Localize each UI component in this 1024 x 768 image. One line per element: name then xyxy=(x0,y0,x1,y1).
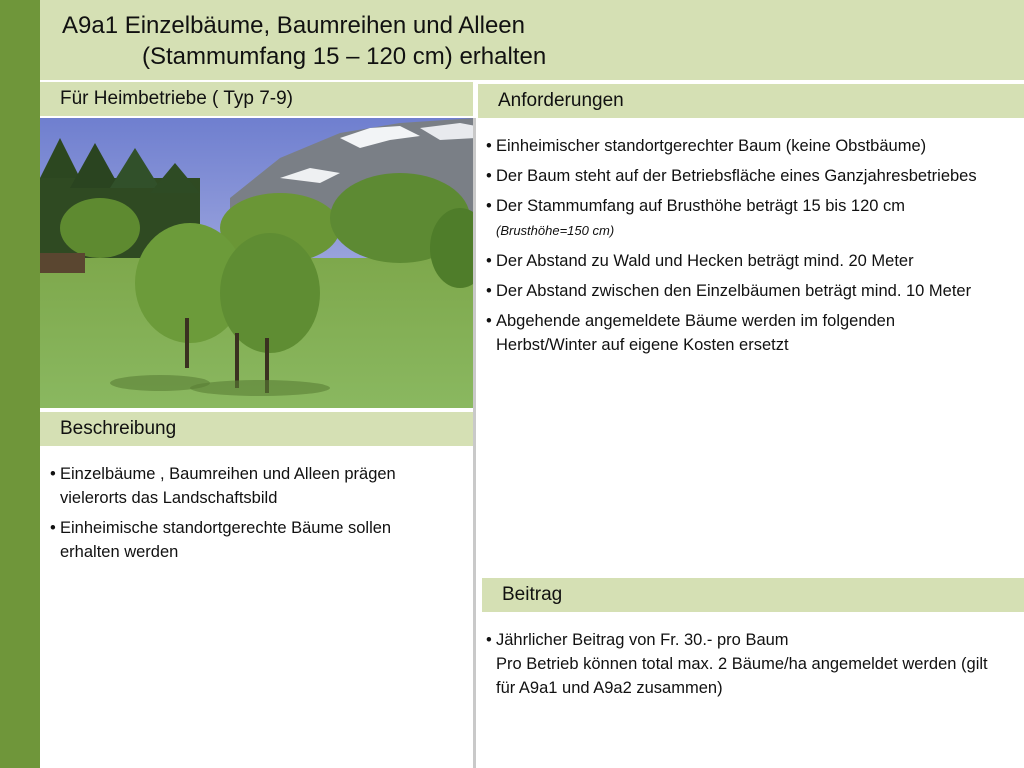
requirements-label: Anforderungen xyxy=(498,90,624,111)
list-item-text: Einheimischer standortgerechter Baum (keine Obstbäume) xyxy=(496,137,927,155)
target-group-header xyxy=(40,82,473,116)
contribution-line-1: Jährlicher Beitrag von Fr. 30.- pro Baum xyxy=(496,631,789,649)
requirements-list xyxy=(482,134,982,363)
description-header xyxy=(40,412,473,446)
list-item: • Einheimischer standortgerechter Baum (keine Obstbäume) xyxy=(486,137,927,155)
list-item-text: Der Abstand zwischen den Einzelbäumen beträgt mind. 10 Meter xyxy=(496,282,972,300)
contribution-text xyxy=(482,628,1002,706)
list-item: • Der Stammumfang auf Brusthöhe beträgt 15 bis 120 cm (Brusthöhe=150 cm) xyxy=(486,197,906,238)
left-accent-bar xyxy=(0,0,40,768)
requirements-header xyxy=(478,84,1024,118)
description-list xyxy=(46,462,446,570)
list-item-text: Der Baum steht auf der Betriebsfläche eines Ganzjahresbetriebes xyxy=(496,167,977,185)
list-item-text: Einheimische standortgerechte Bäume sollen erhalten werden xyxy=(60,519,392,561)
column-divider xyxy=(473,118,476,768)
list-item-text: Einzelbäume , Baumreihen und Alleen prägen vielerorts das Landschaftsbild xyxy=(60,465,396,507)
contribution-header xyxy=(482,578,1024,612)
list-item: • Abgehende angemeldete Bäume werden im folgenden Herbst/Winter auf eigene Kosten ersetzt xyxy=(486,312,896,354)
list-item-text: Der Stammumfang auf Brusthöhe beträgt 15 bis 120 cm xyxy=(496,197,906,215)
description-label: Beschreibung xyxy=(60,418,177,439)
list-item-text: Der Abstand zu Wald und Hecken beträgt mind. 20 Meter xyxy=(496,252,914,270)
title-line-2: (Stammumfang 15 – 120 cm) erhalten xyxy=(142,43,547,70)
landscape-photo xyxy=(40,118,476,408)
list-item-text: Abgehende angemeldete Bäume werden im folgenden Herbst/Winter auf eigene Kosten ersetzt xyxy=(496,312,896,354)
list-item: • Der Abstand zu Wald und Hecken beträgt mind. 20 Meter xyxy=(486,252,914,270)
list-item-note: (Brusthöhe=150 cm) xyxy=(496,223,615,238)
title-band xyxy=(40,0,1024,80)
list-item: • Einheimische standortgerechte Bäume sollen erhalten werden xyxy=(50,519,392,561)
contribution-label: Beitrag xyxy=(502,584,563,605)
target-group-label: Für Heimbetriebe ( Typ 7-9) xyxy=(60,88,294,109)
list-item: • Jährlicher Beitrag von Fr. 30.- pro Baum Pro Betrieb können total max. 2 Bäume/ha angemeldet werden (gilt für A9a1 und A9a2 zusammen) xyxy=(486,631,988,697)
list-item: • Der Abstand zwischen den Einzelbäumen beträgt mind. 10 Meter xyxy=(486,282,972,300)
list-item: • Einzelbäume , Baumreihen und Alleen prägen vielerorts das Landschaftsbild xyxy=(50,465,396,507)
title-line-1: A9a1 Einzelbäume, Baumreihen und Alleen xyxy=(62,12,525,39)
contribution-line-2: Pro Betrieb können total max. 2 Bäume/ha angemeldet werden (gilt für A9a1 und A9a2 zusammen) xyxy=(496,655,988,697)
page-title xyxy=(62,10,546,72)
list-item: • Der Baum steht auf der Betriebsfläche eines Ganzjahresbetriebes xyxy=(486,167,977,185)
